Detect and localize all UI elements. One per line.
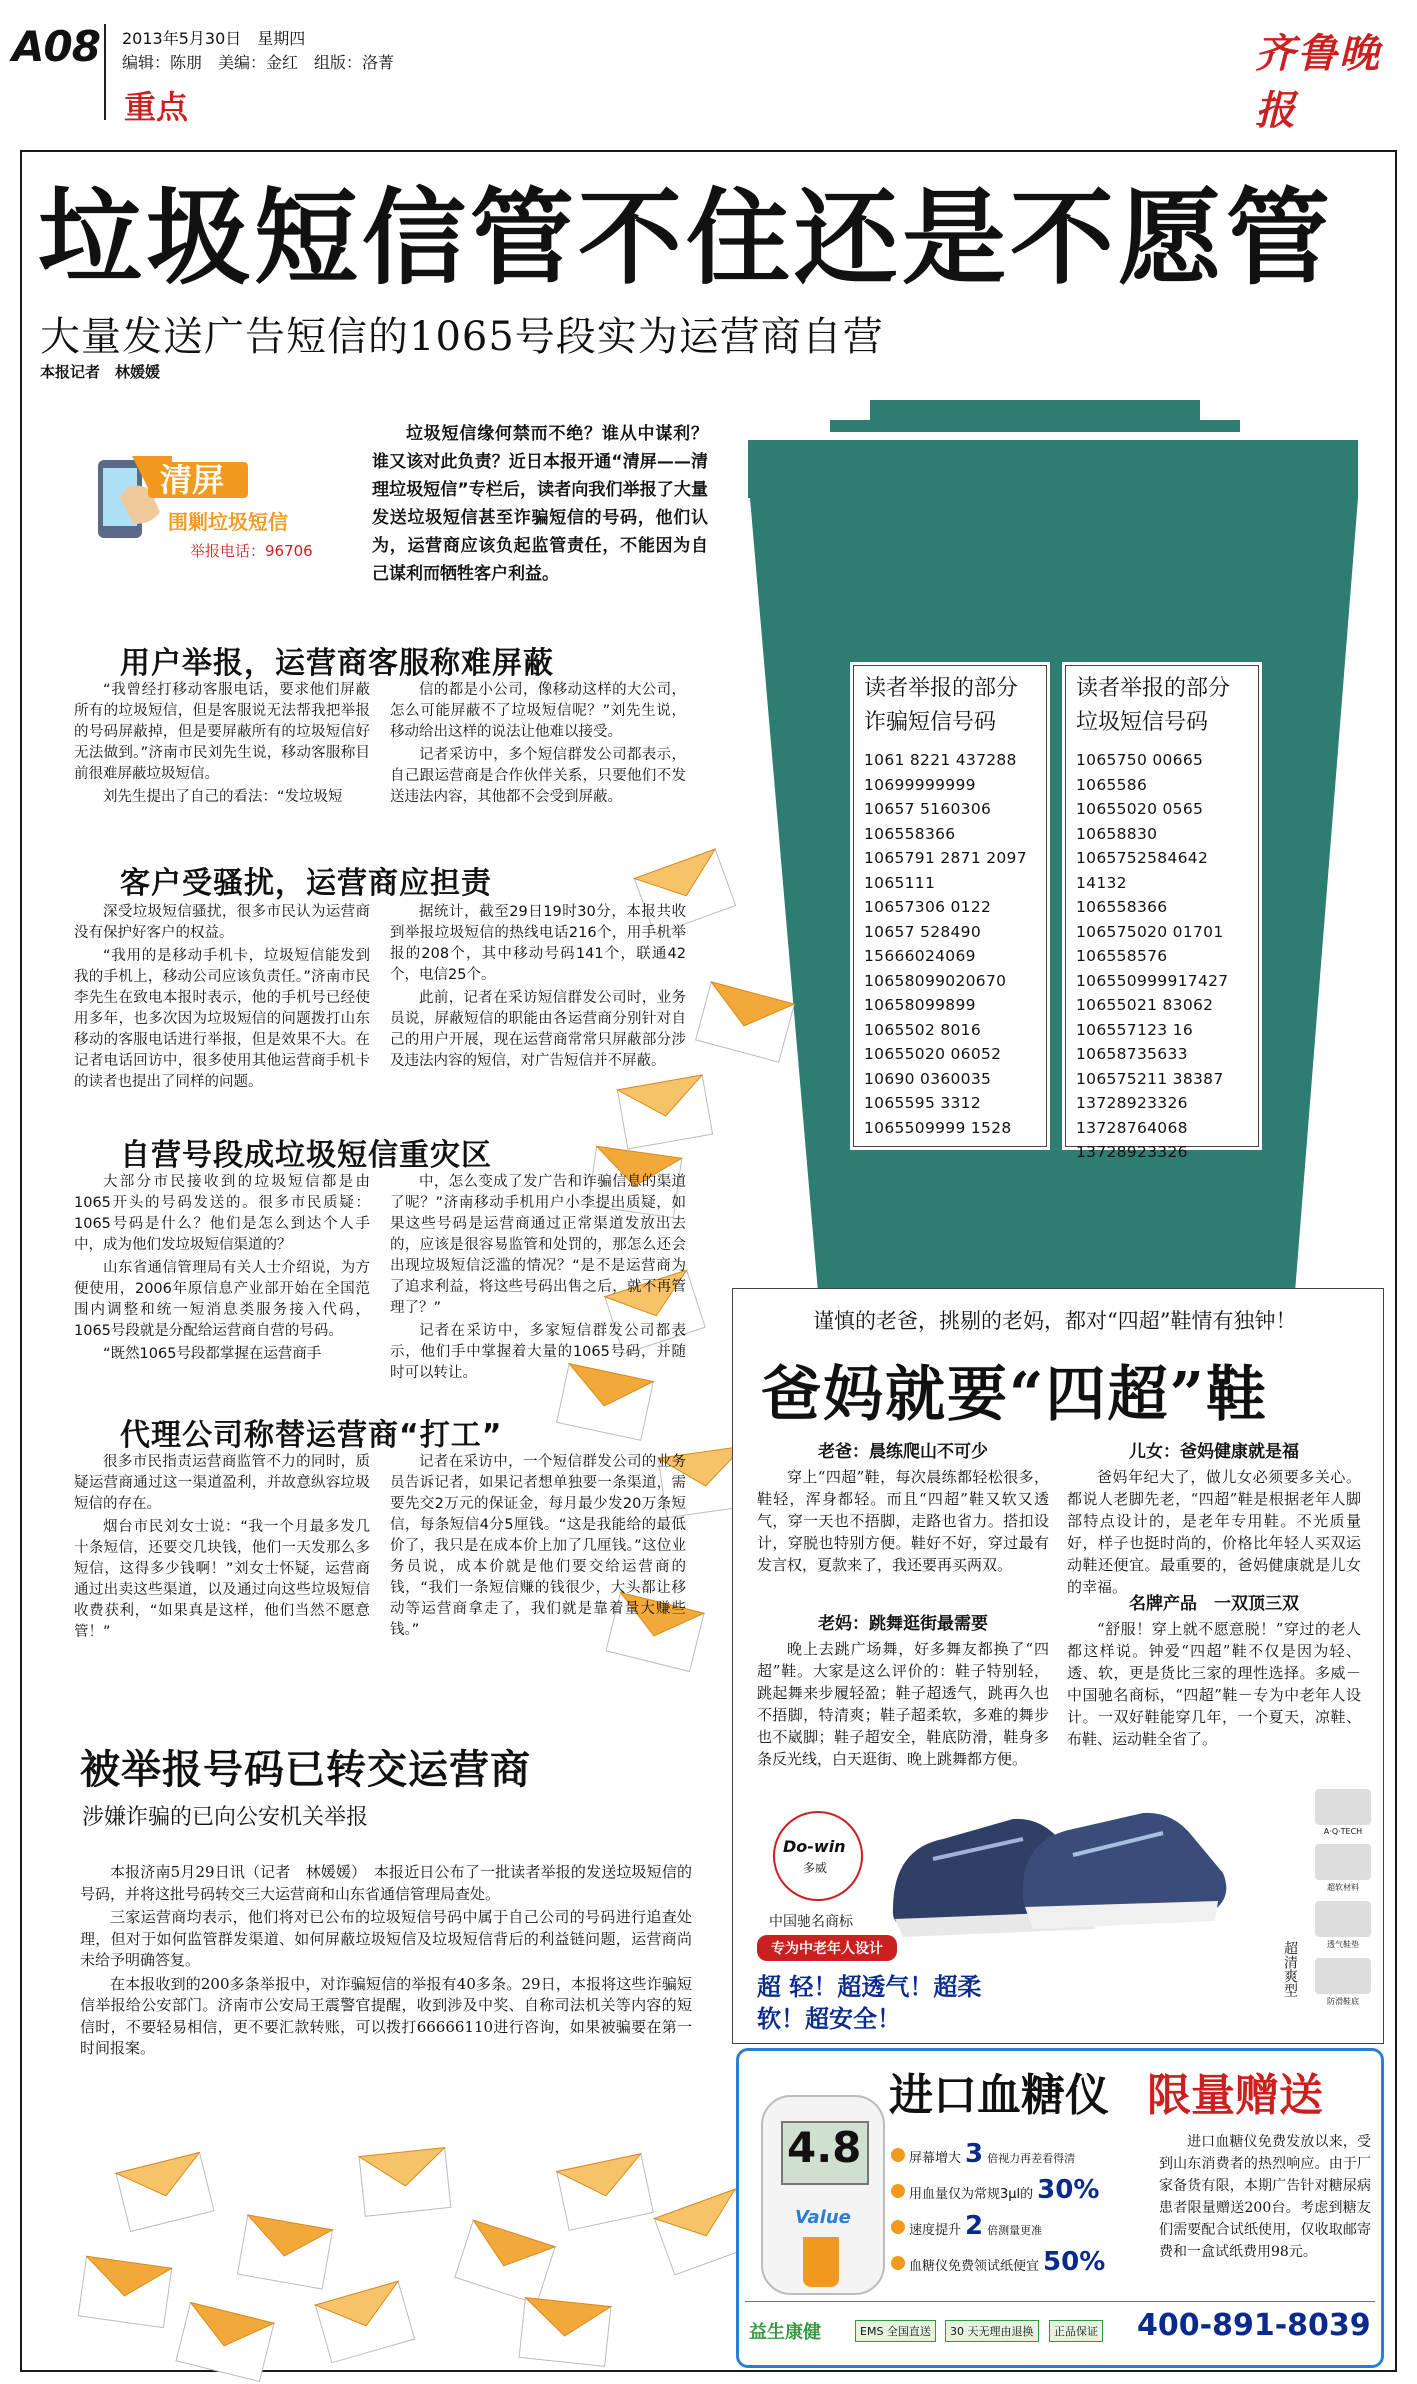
tech-label: A·Q·TECH: [1323, 1827, 1363, 1836]
footer-badge: 30 天无理由退换: [945, 2320, 1039, 2342]
bullet-icon: [891, 2148, 905, 2162]
section-heading: 用户举报，运营商客服称难屏蔽: [120, 646, 554, 681]
followup-subtitle: 涉嫌诈骗的已向公安机关举报: [82, 1805, 369, 1830]
byline: 本报记者 林媛媛: [40, 363, 161, 381]
tech-icon-soft: [1315, 1844, 1371, 1880]
meter-bullet: [891, 2139, 1161, 2175]
bullet-text: 屏幕增大: [909, 2151, 962, 2166]
bullet-number: 3: [965, 2139, 984, 2169]
lead-paragraph: 垃圾短信缘何禁而不绝？谁从中谋利？谁又该对此负责？近日本报开通“清屏——清理垃圾短信”专栏后，读者向我们举报了大量发送垃圾短信甚至诈骗短信的号码，他们认为，运营商应该负起监管责任，不能因为自己谋利而牺牲客户利益。: [372, 424, 708, 584]
issue-date: 2013年5月30日 星期四: [122, 29, 306, 48]
bullet-text: 速度提升: [909, 2223, 962, 2238]
section-heading: 代理公司称替运营商“打工”: [120, 1418, 503, 1453]
section-column-right: [390, 1172, 686, 1386]
reported-number: 1065586: [1076, 775, 1148, 794]
section-column-right: [390, 680, 686, 810]
section-paragraph: “既然1065号段都掌握在运营商手: [103, 1346, 322, 1362]
section-paragraph: “我曾经打移动客服电话，要求他们屏蔽所有的垃圾短信，但是客服说无法帮我把举报的号码屏蔽掉，但是要屏蔽所有的垃圾短信好无法做到。”济南市民刘先生说，移动客服称目前很难屏蔽垃圾短信。: [74, 682, 370, 782]
reported-number: 13728923326: [1076, 1094, 1188, 1112]
shoe-ad-title: 爸妈就要“四超”鞋: [761, 1360, 1269, 1430]
glucose-meter-device: [761, 2095, 885, 2295]
meter-ad-body: 进口血糖仪免费发放以来，受到山东消费者的热烈响应。由于厂家备货有限，本期广告针对糖尿病患者限量赠送200台。考虑到糖友们需要配合试纸使用，仅收取邮寄费和一盒试纸费用98元。: [1159, 2134, 1371, 2260]
bullet-text: 用血量仅为常规3μl的: [909, 2187, 1034, 2202]
section-column-left: [74, 680, 370, 810]
shoe-ad-block: [757, 1609, 1049, 1770]
shoe-features: 超 轻！超透气！超柔软！超安全！: [757, 1973, 982, 2033]
meter-reading: 4.8: [787, 2123, 862, 2172]
envelope-icon: [517, 2295, 613, 2368]
reported-number: 13728923326: [1076, 1143, 1188, 1161]
reported-number: 106550999917427: [1076, 971, 1229, 990]
tech-label: 防滑鞋底: [1327, 1997, 1359, 2006]
shoe-ad-slogan: 谨慎的老爸，挑剔的老妈，都对“四超”鞋情有独钟！: [813, 1309, 1297, 1333]
reported-number: 1065111: [864, 873, 936, 892]
reported-number: 10658099020670: [864, 971, 1007, 990]
reported-number: 10658830: [1076, 824, 1158, 843]
tech-icon-breathable: [1315, 1901, 1371, 1937]
fraud-list-numbers: [850, 748, 1050, 1140]
model-note: 超清爽型: [1282, 1941, 1298, 1997]
reported-number: 106558366: [1076, 898, 1168, 916]
header-divider-vertical: [104, 24, 106, 120]
spam-number-list: [1060, 660, 1264, 1161]
section-paragraph: 中，怎么变成了发广告和诈骗信息的渠道了呢？”济南移动手机用户小李提出质疑，如果这些号码是运营商通过正常渠道发放出去的，应该是很容易监管和处罚的，那怎么还会出现垃圾短信泛滥的情况？“是不是运营商为了追求利益，将这些号码出售之后，就不再管理了？”: [390, 1174, 686, 1316]
section-paragraph: “我用的是移动手机卡，垃圾短信能发到我的手机上，移动公司应该负责任。”济南市民李先生在致电本报时表示，他的手机号已经使用多年，也多次因为垃圾短信的问题拨打山东移动的客服电话进行举报，但是效果不大。在记者电话回访中，很多使用其他运营商手机卡的读者也提出了同样的问题。: [74, 948, 370, 1090]
page-code: A08: [12, 22, 100, 71]
followup-paragraph: 三家运营商均表示，他们将对已公布的垃圾短信号码中属于自己公司的号码进行追查处理，但对于如何监管群发渠道、如何屏蔽垃圾短信及垃圾短信背后的利益链问题，运营商尚未给予明确答复。: [80, 1908, 692, 1969]
reported-number: 10657 5160306: [864, 800, 992, 818]
followup-paragraph: 在本报收到的200多条举报中，对诈骗短信的举报有40多条。29日，本报将这些诈骗短信举报给公安部门。济南市公安局王震警官提醒，收到涉及中奖、自称司法机关等内容的短信时，不要轻易相信，更不要汇款转账，可以拨打66666110进行咨询，如果被骗要在第一时间报案。: [80, 1974, 692, 2057]
trademark-label: 中国驰名商标: [769, 1914, 853, 1930]
footer-badge: 正品保证: [1049, 2320, 1103, 2342]
section-paragraph: 信的都是小公司，像移动这样的大公司，怎么可能屏蔽不了垃圾短信呢？”刘先生说，移动给出这样的说法让他难以接受。: [390, 682, 686, 740]
shoe-block-text: “舒服！穿上就不愿意脱！”穿过的老人都这样说。钟爱“四超”鞋不仅是因为轻、透、软，更是货比三家的理性选择。多威－中国驰名商标，“四超”鞋－专为中老年人设计。一双好鞋能穿几年，一个夏天，凉鞋、布鞋、运动鞋全省了。: [1067, 1620, 1361, 1748]
reported-number: 1065791 2871 2097: [864, 849, 1027, 867]
reported-number: 106575211 38387: [1076, 1069, 1224, 1088]
meter-ad-title-red: 限量赠送: [1147, 2070, 1323, 2121]
shoe-photo: [873, 1789, 1233, 1959]
trash-can-graphic: [730, 400, 1380, 1300]
reported-number: 106575020 01701: [1076, 922, 1224, 941]
section-column-right: [390, 902, 686, 1074]
shoe-block-heading: 儿女：爸妈健康就是福: [1129, 1442, 1299, 1462]
envelope-icon: [357, 2145, 453, 2218]
reported-number: 10699999999: [864, 775, 976, 794]
shoe-ad-block: [757, 1437, 1049, 1576]
badge-tagline: 围剿垃圾短信: [168, 510, 288, 534]
shoe-ad-block: [1067, 1437, 1361, 1598]
meter-strip: [803, 2237, 839, 2287]
section-column-left: [74, 1452, 370, 1645]
section-paragraph: 记者在采访中，一个短信群发公司的业务员告诉记者，如果记者想单独要一条渠道，需要先交2万元的保证金，每月最少发20万条短信，每条短信4分5厘钱。“这是我能给的最低价了，我只是在成本价上加了几厘钱。”这位业务员说，成本价就是他们要交给运营商的钱，“我们一条短信赚的钱很少，大头都让移动等运营商拿走了，我们就是靠着量大赚些钱。”: [390, 1454, 686, 1638]
reported-number: 10658099899: [864, 996, 976, 1014]
reported-number: 106558366: [864, 824, 956, 843]
reported-number: 1065750 00665: [1076, 751, 1204, 769]
meter-hotline: 400-891-8039: [1137, 2308, 1371, 2343]
reported-number: 1065502 8016: [864, 1020, 982, 1039]
subheadline: 大量发送广告短信的1065号段实为运营商自营: [40, 314, 884, 360]
shoe-block-text: 晚上去跳广场舞，好多舞友都换了“四超”鞋。大家是这么评价的：鞋子特别轻，跳起舞来步履轻盈；鞋子超透气，跳再久也不捂脚，特清爽；鞋子超柔软，多难的舞步也不崴脚；鞋子超安全，鞋底防滑，鞋身多条反光线，白天逛街、晚上跳舞都方便。: [757, 1640, 1049, 1768]
shoe-block-heading: 名牌产品 一双顶三双: [1129, 1594, 1299, 1614]
section-paragraph: 此前，记者在采访短信群发公司时，业务员说，屏蔽短信的职能由各运营商分别针对自己的用户开展，现在运营商常常只屏蔽部分涉及违法内容的短信，对广告短信并不屏蔽。: [390, 990, 686, 1069]
envelope-icon: [76, 2254, 174, 2330]
bullet-icon: [891, 2220, 905, 2234]
section-paragraph: 烟台市民刘女士说：“我一个月最多发几十条短信，还要交几块钱，他们一天发那么多短信，这得多少钱啊！”刘女士怀疑，运营商通过出卖这些渠道，以及通过向这些垃圾短信收费获利，“如果真是这样，他们当然不愿意管！”: [74, 1519, 370, 1640]
tech-icon-antislip: [1315, 1958, 1371, 1994]
badge-name: 清屏: [160, 461, 225, 499]
footer-brand: 益生康健: [749, 2322, 821, 2343]
section-heading: 自营号段成垃圾短信重灾区: [120, 1138, 492, 1173]
reported-number: 10658735633: [1076, 1045, 1188, 1063]
reported-number: 1065509999 1528: [864, 1118, 1012, 1137]
section-column-right: [390, 1452, 686, 1643]
reported-number: 13728764068: [1076, 1118, 1188, 1137]
bullet-icon: [891, 2256, 905, 2270]
section-label: 重点: [124, 88, 189, 126]
reported-number: 10655020 0565: [1076, 800, 1204, 818]
section-paragraph: 山东省通信管理局有关人士介绍说，为方便使用，2006年原信息产业部开始在全国范围内调整和统一短消息类服务接入代码，1065号段就是分配给运营商自营的号码。: [74, 1260, 370, 1339]
bullet-text: 血糖仪免费领试纸便宜: [909, 2259, 1040, 2274]
badge-hotline: 举报电话：96706: [190, 542, 313, 560]
footer-badge: EMS 全国直送: [855, 2320, 936, 2342]
reported-number: 10657306 0122: [864, 898, 992, 916]
meter-bullet: [891, 2175, 1161, 2211]
section-heading: 客户受骚扰，运营商应担责: [120, 866, 492, 901]
shoe-block-text: 穿上“四超”鞋，每次晨练都轻松很多，鞋轻，浑身都轻。而且“四超”鞋又软又透气，穿一天也不捂脚，走路也省力。搭扣设计，穿脱也特别方便。鞋好不好，穿过最有发言权，夏款来了，我还要再买两双。: [757, 1468, 1049, 1574]
meter-ad-title: 进口血糖仪: [889, 2070, 1109, 2121]
section-column-left: [74, 1172, 370, 1367]
reported-number: 1065752584642 14132: [1076, 849, 1209, 892]
meter-bullets: [891, 2139, 1161, 2283]
fraud-list-title: 读者举报的部分诈骗短信号码: [864, 676, 1019, 735]
bullet-number: 2: [965, 2211, 984, 2241]
reported-number: 10657 528490: [864, 922, 982, 941]
spam-list-numbers: [1062, 748, 1262, 1165]
tech-icons: [1315, 1789, 1371, 2007]
dowin-logo: [773, 1811, 863, 1901]
meter-bullet: [891, 2247, 1161, 2283]
section-paragraph: 深受垃圾短信骚扰，很多市民认为运营商没有保护好客户的权益。: [74, 904, 370, 941]
reported-number: 10655021 83062: [1076, 996, 1214, 1014]
followup-paragraph: 本报济南5月29日讯（记者 林媛媛） 本报近日公布了一批读者举报的发送垃圾短信的号码，并将这批号码转交三大运营商和山东省通信管理局查处。: [80, 1863, 692, 1903]
tech-icon-aqtech: [1315, 1789, 1371, 1825]
reported-number: 106558576: [1076, 947, 1168, 965]
meter-ad: [736, 2048, 1384, 2368]
bullet-tail: 倍测量更准: [987, 2224, 1043, 2237]
bullet-number: 50%: [1043, 2247, 1106, 2277]
meter-ad-footer: [745, 2301, 1375, 2362]
bullet-tail: 倍视力再差看得清: [987, 2152, 1076, 2165]
spam-list-title: 读者举报的部分垃圾短信号码: [1076, 676, 1231, 735]
section-paragraph: 记者在采访中，多家短信群发公司都表示，他们手中掌握着大量的1065号码，并随时可以转让。: [390, 1323, 686, 1381]
page-header: [0, 0, 1417, 134]
meter-bullet: [891, 2211, 1161, 2247]
reported-number: 106557123 16: [1076, 1020, 1194, 1039]
section-paragraph: 刘先生提出了自己的看法：“发垃圾短: [103, 789, 343, 805]
section-paragraph: 记者采访中，多个短信群发公司都表示，自己跟运营商是合作伙伴关系，只要他们不发送违法内容，其他都不会受到屏蔽。: [390, 747, 686, 805]
staff-credits: 编辑：陈朋 美编：金红 组版：洛菁: [122, 53, 395, 72]
masthead-logo: 齐鲁晚报: [1255, 30, 1381, 134]
meter-brand: Value: [795, 2207, 851, 2228]
followup-body: [80, 1862, 692, 2062]
shoe-ad: [732, 1288, 1384, 2044]
fraud-number-list: [848, 660, 1052, 1152]
reported-number: 1065595 3312: [864, 1094, 982, 1112]
dowin-logo-cn: 多威: [803, 1861, 828, 1875]
shoe-block-heading: 老爸：晨练爬山不可少: [818, 1442, 988, 1462]
shoe-block-heading: 老妈：跳舞逛街最需要: [818, 1614, 988, 1634]
tech-label: 超软材料: [1327, 1883, 1359, 1892]
reported-number: 10655020 06052: [864, 1045, 1002, 1063]
reported-number: 1061 8221 437288: [864, 751, 1017, 769]
dowin-logo-text: Do-win: [783, 1837, 846, 1856]
followup-title: 被举报号码已转交运营商: [80, 1746, 531, 1793]
reported-number: 15666024069: [864, 947, 976, 965]
column-badge: [80, 440, 340, 570]
reported-number: 10690 0360035: [864, 1069, 992, 1088]
shoe-ad-block: [1067, 1589, 1361, 1750]
section-paragraph: 很多市民指责运营商监管不力的同时，质疑运营商通过这一渠道盈利，并故意纵容垃圾短信的存在。: [74, 1454, 370, 1512]
headline: 垃圾短信管不住还是不愿管: [38, 176, 1335, 299]
bullet-icon: [891, 2184, 905, 2198]
section-paragraph: 据统计，截至29日19时30分，本报共收到举报垃圾短信的热线电话216个，用手机举报的208个，其中移动号码141个，联通42个，电信25个。: [390, 904, 686, 983]
section-column-left: [74, 902, 370, 1095]
section-paragraph: 大部分市民接收到的垃圾短信都是由1065开头的号码发送的。很多市民质疑：1065号码是什么？他们是怎么到达个人手中，成为他们发垃圾短信渠道的？: [74, 1174, 370, 1253]
bullet-number: 30%: [1037, 2175, 1100, 2205]
ribbon-label: 专为中老年人设计: [757, 1935, 897, 1961]
shoe-block-text: 爸妈年纪大了，做儿女必须要多关心。都说人老脚先老，“四超”鞋是根据老年人脚部特点设计的，是老年专用鞋。不光质量好，样子也挺时尚的，价格比年轻人买双运动鞋还便宜。最重要的，爸妈健康就是儿女的幸福。: [1067, 1468, 1361, 1596]
tech-label: 透气鞋垫: [1327, 1940, 1359, 1949]
